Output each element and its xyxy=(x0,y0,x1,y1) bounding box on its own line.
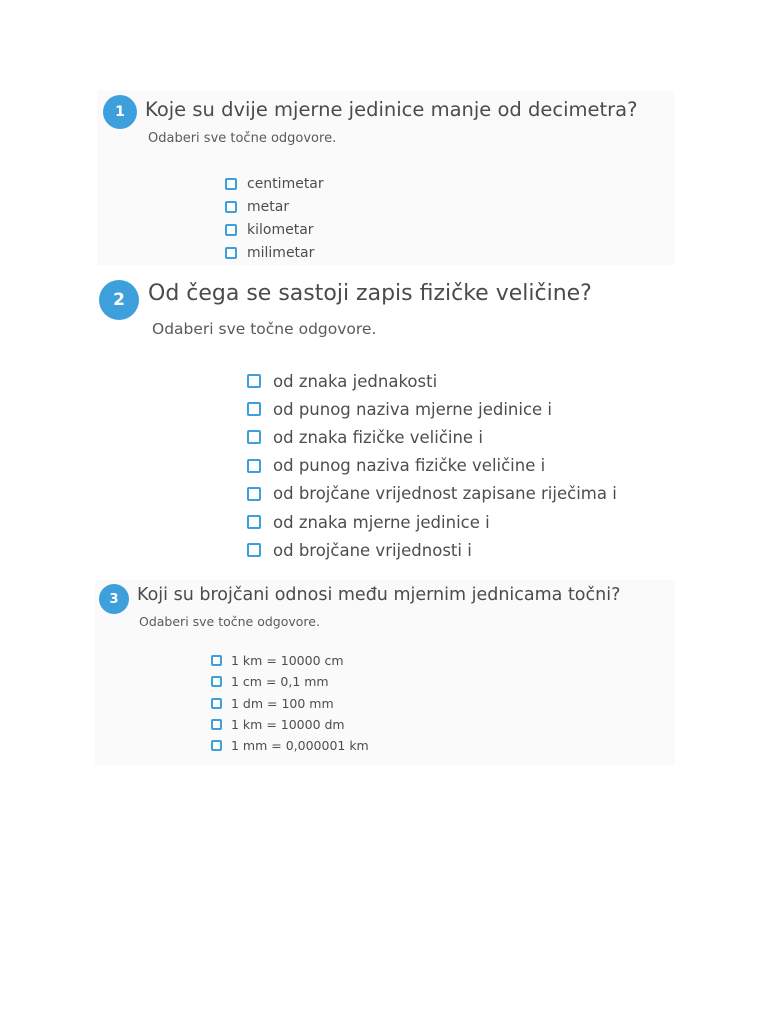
question-instructions: Odaberi sve točne odgovore. xyxy=(148,131,337,146)
answer-options xyxy=(225,172,324,264)
answer-option[interactable] xyxy=(247,367,617,395)
question-3-background xyxy=(95,580,675,765)
answer-option-label: od punog naziva fizičke veličine i xyxy=(273,456,546,476)
answer-option-label: 1 cm = 0,1 mm xyxy=(231,674,329,690)
checkbox-icon[interactable] xyxy=(247,459,261,473)
answer-option-label: od brojčane vrijednost zapisane riječima i xyxy=(273,484,617,504)
answer-options xyxy=(211,650,369,756)
question-title: Koji su brojčani odnosi među mjernim jednicama točni? xyxy=(137,585,621,605)
answer-option-label: centimetar xyxy=(247,175,324,192)
answer-option[interactable] xyxy=(211,735,369,756)
question-instructions: Odaberi sve točne odgovore. xyxy=(152,320,377,338)
question-title: Koje su dvije mjerne jedinice manje od decimetra? xyxy=(145,98,638,121)
answer-option-label: 1 mm = 0,000001 km xyxy=(231,738,369,754)
checkbox-icon[interactable] xyxy=(211,655,222,666)
checkbox-icon[interactable] xyxy=(211,698,222,709)
answer-option[interactable] xyxy=(247,536,617,564)
checkbox-icon[interactable] xyxy=(247,543,261,557)
answer-option-label: od znaka jednakosti xyxy=(273,371,438,391)
answer-option-label: kilometar xyxy=(247,221,314,238)
answer-option[interactable] xyxy=(211,693,369,714)
answer-option-label: metar xyxy=(247,198,290,215)
answer-option-label: 1 km = 10000 cm xyxy=(231,653,344,669)
checkbox-icon[interactable] xyxy=(247,402,261,416)
question-title: Od čega se sastoji zapis fizičke veličine? xyxy=(148,281,592,306)
answer-option[interactable] xyxy=(225,241,324,264)
checkbox-icon[interactable] xyxy=(247,487,261,501)
answer-option-label: 1 dm = 100 mm xyxy=(231,695,334,711)
answer-option[interactable] xyxy=(225,172,324,195)
checkbox-icon[interactable] xyxy=(225,201,237,213)
answer-option[interactable] xyxy=(247,423,617,451)
answer-option[interactable] xyxy=(211,714,369,735)
checkbox-icon[interactable] xyxy=(247,515,261,529)
answer-option[interactable] xyxy=(211,650,369,671)
answer-option[interactable] xyxy=(225,218,324,241)
answer-option-label: od znaka fizičke veličine i xyxy=(273,427,483,447)
answer-option[interactable] xyxy=(247,508,617,536)
checkbox-icon[interactable] xyxy=(225,224,237,236)
checkbox-icon[interactable] xyxy=(211,740,222,751)
question-instructions: Odaberi sve točne odgovore. xyxy=(139,614,320,629)
answer-options xyxy=(247,367,617,564)
checkbox-icon[interactable] xyxy=(225,178,237,190)
checkbox-icon[interactable] xyxy=(247,374,261,388)
answer-option[interactable] xyxy=(247,480,617,508)
answer-option[interactable] xyxy=(225,195,324,218)
answer-option-label: milimetar xyxy=(247,244,315,261)
checkbox-icon[interactable] xyxy=(211,719,222,730)
checkbox-icon[interactable] xyxy=(211,676,222,687)
answer-option[interactable] xyxy=(211,671,369,692)
checkbox-icon[interactable] xyxy=(225,247,237,259)
question-number-badge: 1 xyxy=(103,95,137,129)
answer-option-label: 1 km = 10000 dm xyxy=(231,717,345,733)
answer-option-label: od brojčane vrijednosti i xyxy=(273,540,472,560)
checkbox-icon[interactable] xyxy=(247,430,261,444)
question-number-badge: 2 xyxy=(99,280,139,320)
question-number-badge: 3 xyxy=(99,584,129,614)
answer-option-label: od znaka mjerne jedinice i xyxy=(273,512,490,532)
answer-option[interactable] xyxy=(247,395,617,423)
answer-option[interactable] xyxy=(247,452,617,480)
answer-option-label: od punog naziva mjerne jedinice i xyxy=(273,399,552,419)
